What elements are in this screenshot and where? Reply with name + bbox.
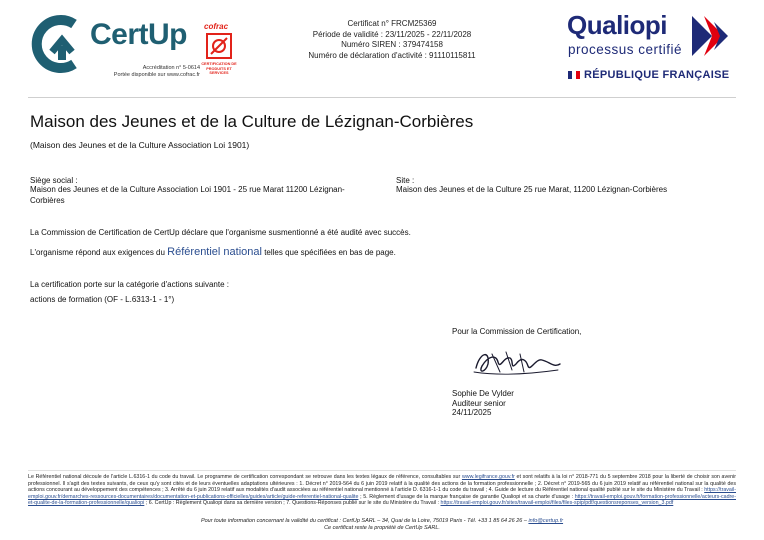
legal-text-d: ; 6. CertUp : Règlement Qualiopi dans sa dernière version ; 7. Questions-Réponses publié sur le site du Ministère du Travail :	[144, 500, 441, 507]
certup-wordmark: CertUp	[90, 18, 188, 51]
cofrac-caption: CERTIFICATION DE PRODUITS ET SERVICES	[201, 62, 237, 75]
contact-line-1	[28, 518, 736, 525]
cofrac-emblem	[206, 33, 232, 59]
signature-date: 24/11/2025	[452, 408, 492, 417]
audit-statement: La Commission de Certification de CertUp déclare que l'organisme susmentionné a été audité avec succès.	[30, 228, 411, 237]
cofrac-wordmark: cofrac	[204, 22, 229, 31]
accreditation-number: Accréditation n° 5-0614	[142, 65, 200, 71]
legal-text-a: Le Référentiel national découle de l'article L.6316-1 du code du travail. Le programme de certification correspondant se retrouve dans les textes légaux de référence, consultables sur	[28, 474, 462, 480]
header-divider	[28, 97, 736, 98]
siege-address: Maison des Jeunes et de la Culture Association Loi 1901 - 25 rue Marat 11200 Lézignan-Corbières	[30, 185, 345, 205]
siege-label: Siège social :	[30, 176, 78, 185]
action-category: actions de formation (OF - L.6313-1 - 1°)	[30, 295, 175, 304]
qualiopi-wordmark: Qualiopi	[567, 10, 667, 40]
category-intro: La certification porte sur la catégorie d'actions suivante :	[30, 280, 229, 289]
requirements-statement	[30, 246, 396, 258]
organization-name: Maison des Jeunes et de la Culture de Lézignan-Corbières	[30, 112, 474, 131]
accreditation-scope: Portée disponible sur www.cofrac.fr	[113, 72, 200, 78]
site-address: Maison des Jeunes et de la Culture 25 rue Marat, 11200 Lézignan-Corbières	[396, 185, 668, 194]
organization-subtitle: (Maison des Jeunes et de la Culture Association Loi 1901)	[30, 140, 250, 150]
siren-number: Numéro SIREN : 379474158	[341, 40, 443, 49]
requirements-text-start: L'organisme répond aux exigences du	[30, 248, 168, 257]
contact-email-link[interactable]: info@certup.fr	[528, 518, 564, 524]
signer-title: Auditeur senior	[452, 398, 506, 408]
republique-francaise: RÉPUBLIQUE FRANÇAISE	[584, 69, 730, 81]
qualiopi-subtitle: processus certifié	[568, 42, 683, 57]
validity-period: Période de validité : 23/11/2025 - 22/11/2028	[312, 29, 472, 39]
contact-text: Pour toute information concernant la validité du certificat : CertUp SARL – 34, Quai de la Loire, 75019 Paris - Tél. +33 1 85 64 26 26 –	[200, 518, 529, 524]
qualiopi-chevron-icon	[690, 14, 734, 58]
signer-name: Sophie De Vylder	[452, 389, 514, 398]
accreditation-text	[92, 65, 200, 79]
handwritten-signature	[470, 342, 565, 382]
certificate-info	[282, 19, 502, 61]
certificate-number: Certificat n° FRCM25369	[347, 19, 437, 28]
legal-references	[28, 474, 736, 507]
contact-info	[28, 518, 736, 532]
cofrac-symbol-icon	[208, 35, 230, 57]
guide-link[interactable]: https://travail-emploi.gouv.fr/demarches-ressources-documentaires/documentation-et-publications-officielles/guides/article/guide-referentiel-national-qualite	[28, 487, 736, 500]
referentiel-national-link[interactable]: Référentiel national	[167, 246, 262, 258]
legal-text-c: ; 5. Règlement d'usage de la marque française de garantie Qualiopi et sa charte d'usage :	[358, 493, 575, 500]
requirements-text-end: telles que spécifiées en bas de page.	[261, 248, 396, 257]
ownership-note: Ce certificat reste la propriété de CertUp SARL.	[324, 525, 440, 531]
faq-link[interactable]: https://travail-emploi.gouv.fr/sites/travail-emploi/files/files-spip/pdf/questionsreponses_version_3.pdf	[440, 500, 674, 507]
signer-block	[452, 389, 514, 418]
commission-label: Pour la Commission de Certification,	[452, 327, 582, 336]
legal-text-b: et sont relatifs à la loi n° 2018-771 du 5 septembre 2018 pour la liberté de choisir son avenir professionnel. Il s'agit des textes suivants, de ceux qu'y sont cités et de leurs éventuelles adaptations ultérieures : 1. Décret n° 2019-564 du 6 juin 2019 relatif à la qualité des actions de la formation professionnelle ; 2. Décret n° 2019-565 du 6 juin 2019 relatif au référentiel national sur la qualité des actions concourant au développement des compétences ; 3. Arrêté du 6 juin 2019 relatif aux modalités d'audit associées au référentiel national mentionné à l'article D. 6316-1-1 du code du travail ; 4. Guide de lecture du Référentiel national qualité publié sur le site du Ministère du Travail :	[28, 474, 736, 494]
site-label: Site :	[396, 176, 415, 185]
footer-divider	[28, 470, 736, 471]
legifrance-link[interactable]: www.legifrance.gouv.fr	[461, 474, 515, 480]
declaration-number: Numéro de déclaration d'activité : 91110115811	[308, 50, 476, 60]
qualiopi-usage-link[interactable]: https://travail-emploi.gouv.fr/formation-professionnelle/acteurs-cadre-et-qualite-de-la-formation-professionnelle/qualiopi	[28, 493, 736, 507]
french-flag-icon	[568, 71, 580, 79]
